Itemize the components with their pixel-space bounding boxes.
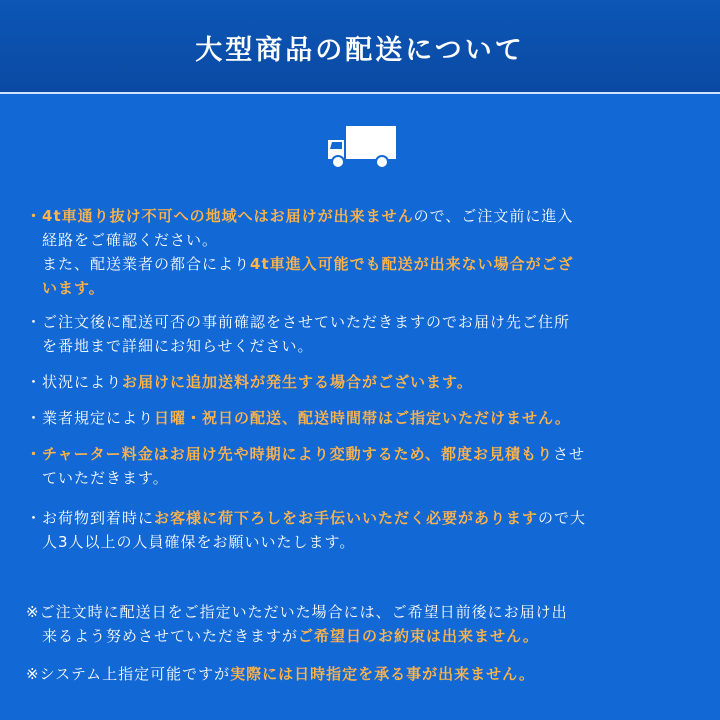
highlight-text: います。 — [42, 279, 105, 297]
text-line — [26, 600, 698, 624]
text-line — [26, 442, 698, 466]
body-text: ・業者規定により — [26, 409, 155, 427]
footnote-system-date — [26, 662, 698, 686]
body-text: ので、ご注文前に進入 — [413, 207, 574, 225]
text-line — [26, 228, 698, 252]
body-text: また、配送業者の都合により — [42, 255, 251, 273]
body-text: ※システム上指定可能ですが — [26, 665, 231, 683]
note-item-truck-access — [26, 204, 698, 300]
highlight-text: お客様に荷下ろしをお手伝いいただく必要があります — [154, 509, 539, 527]
body-text: ・ご注文後に配送可否の事前確認をさせていただきますのでお届け先ご住所 — [26, 313, 571, 331]
page-title: 大型商品の配送について — [195, 35, 525, 66]
highlight-text: ご希望日のお約束は出来ません。 — [298, 627, 539, 645]
text-line — [26, 466, 698, 490]
body-text: ので大 — [538, 509, 587, 527]
body-text: 人3人以上の人員確保をお願いいたします。 — [42, 533, 356, 551]
text-line — [26, 624, 698, 648]
highlight-text: 日曜・祝日の配送、配送時間帯はご指定いただけません。 — [154, 409, 571, 427]
note-item-extra-shipping — [26, 370, 698, 394]
note-item-unloading-help — [26, 506, 698, 554]
note-item-pre-confirmation — [26, 310, 698, 358]
text-line — [26, 662, 698, 686]
body-text: ・状況により — [26, 373, 123, 391]
header-banner — [0, 0, 720, 94]
body-text: ※ご注文時に配送日をご指定いただいた場合には、ご希望日前後にお届け出 — [26, 603, 568, 621]
note-item-charter-fee — [26, 442, 698, 490]
text-line — [26, 276, 698, 300]
highlight-text: チャーター料金はお届け先や時期により変動するため、都度お見積もり — [42, 445, 553, 463]
highlight-text: 4t車進入可能でも配送が出来ない場合がござ — [250, 255, 574, 273]
body-text: ていただきます。 — [42, 469, 169, 487]
highlight-text: 4t車通り抜け不可への地域へはお届けが出来ません — [42, 207, 414, 225]
text-line — [26, 506, 698, 530]
highlight-text: ・ — [26, 207, 43, 225]
text-line — [26, 204, 698, 228]
body-text: を番地まで詳細にお知らせください。 — [42, 337, 314, 355]
body-text: 来るよう努めさせていただきますが — [42, 627, 299, 645]
footnote-delivery-date — [26, 600, 698, 648]
body-text: させ — [552, 445, 585, 463]
body-text: ・お荷物到着時に — [26, 509, 155, 527]
highlight-text: お届けに追加送料が発生する場合がございます。 — [122, 373, 473, 391]
text-line — [26, 370, 698, 394]
text-line — [26, 334, 698, 358]
highlight-text: 実際には日時指定を承る事が出来ません。 — [230, 665, 535, 683]
text-line — [26, 530, 698, 554]
text-line — [26, 406, 698, 430]
body-text: 経路をご確認ください。 — [42, 231, 219, 249]
truck-icon — [326, 126, 396, 172]
highlight-text: ・ — [26, 445, 43, 463]
text-line — [26, 310, 698, 334]
note-item-no-holiday-delivery — [26, 406, 698, 430]
text-line — [26, 252, 698, 276]
